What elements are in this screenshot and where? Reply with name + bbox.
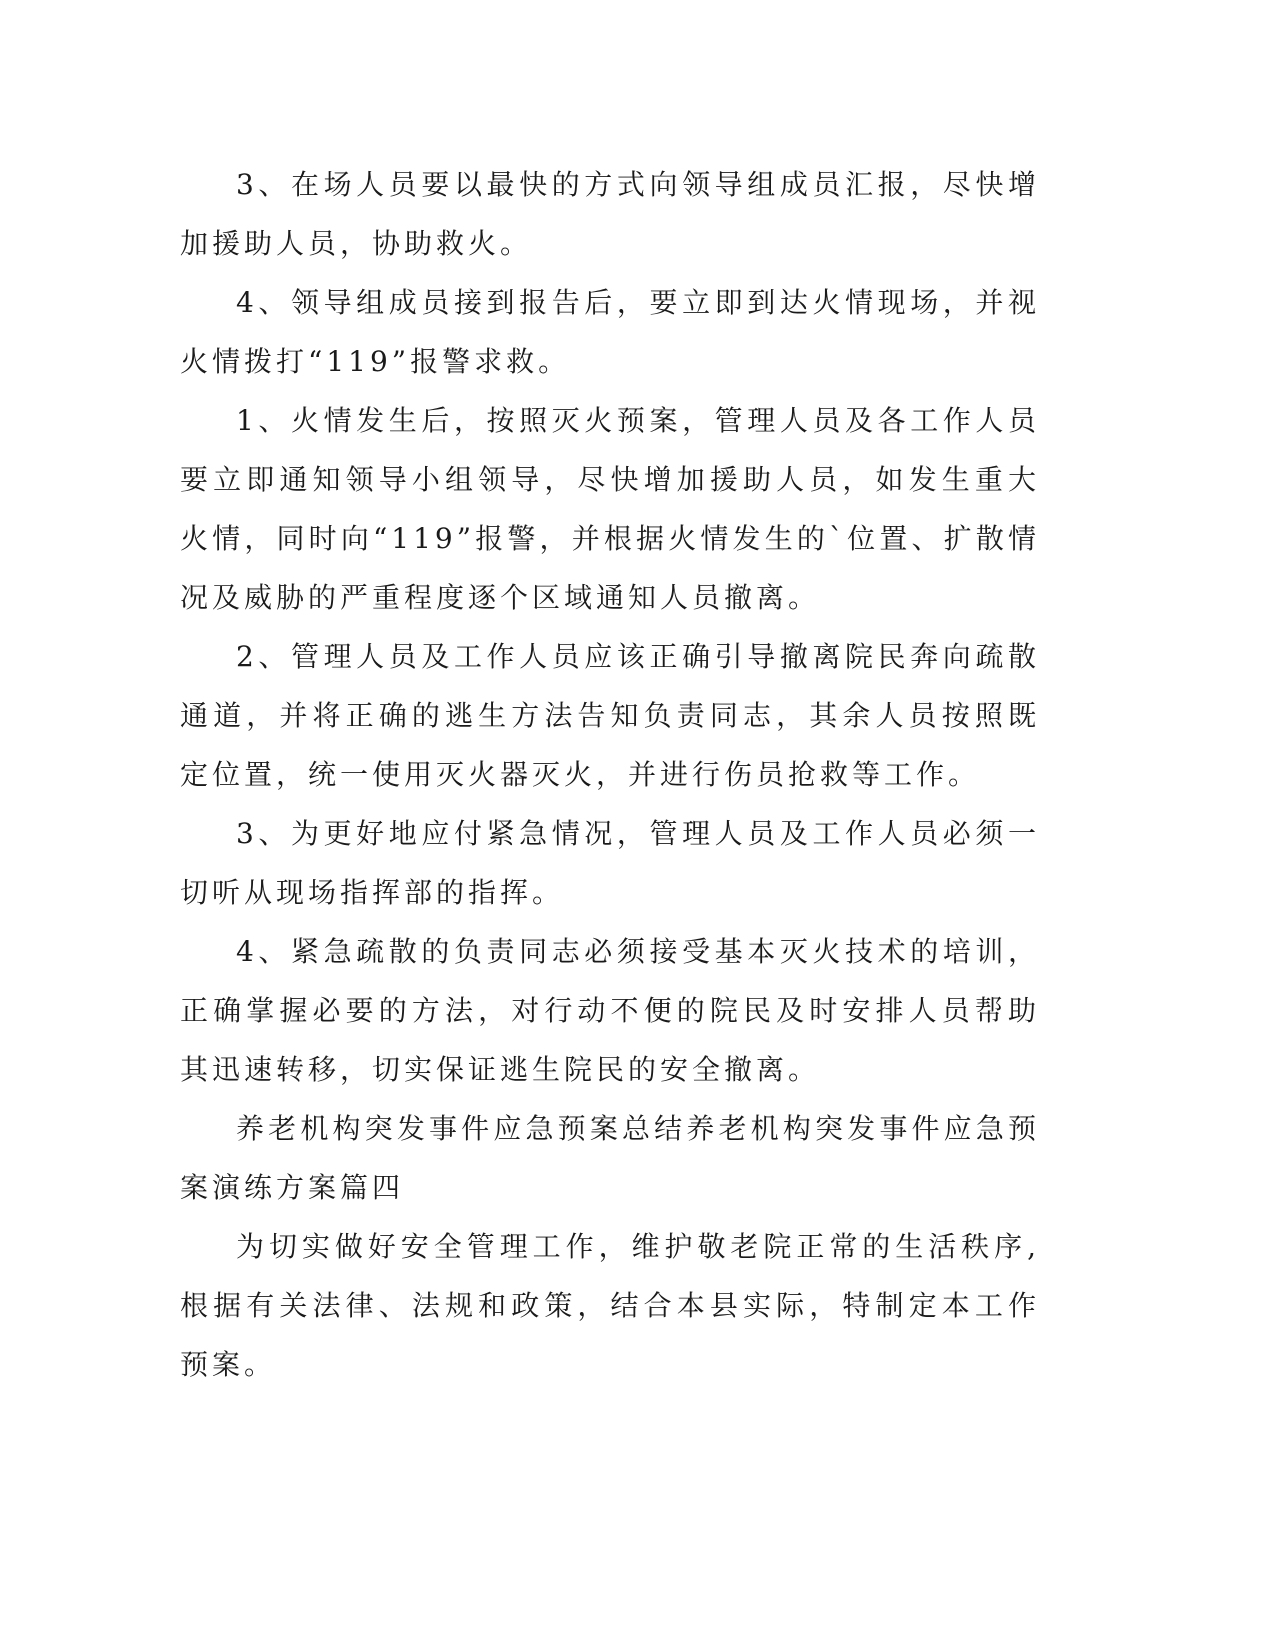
paragraph-follow-command: 3、为更好地应付紧急情况，管理人员及工作人员必须一切听从现场指挥部的指挥。 [180,817,1040,909]
paragraph-guide-evacuation: 2、管理人员及工作人员应该正确引导撤离院民奔向疏散通道，并将正确的逃生方法告知负责同志，其余人员按照既定位置，统一使用灭火器灭火，并进行伤员抢救等工作。 [180,640,1040,791]
paragraph-dial-119: 4、领导组成员接到报告后，要立即到达火情现场，并视火情拨打“119”报警求救。 [180,286,1040,378]
document-page [180,155,1040,1394]
paragraph-notify-evacuation: 1、火情发生后，按照灭火预案，管理人员及各工作人员要立即通知领导小组领导，尽快增加援助人员，如发生重大火情，同时向“119”报警，并根据火情发生的`位置、扩散情况及威胁的严重程度逐个区域通知人员撤离。 [180,404,1040,614]
paragraph-training: 4、紧急疏散的负责同志必须接受基本灭火技术的培训，正确掌握必要的方法，对行动不便的院民及时安排人员帮助其迅速转移，切实保证逃生院民的安全撤离。 [180,935,1040,1086]
paragraph-report-to-leaders: 3、在场人员要以最快的方式向领导组成员汇报，尽快增加援助人员，协助救火。 [180,168,1040,260]
paragraph-purpose: 为切实做好安全管理工作，维护敬老院正常的生活秩序,根据有关法律、法规和政策，结合本县实际，特制定本工作预案。 [180,1230,1040,1381]
section-heading: 养老机构突发事件应急预案总结养老机构突发事件应急预案演练方案篇四 [180,1112,1040,1204]
